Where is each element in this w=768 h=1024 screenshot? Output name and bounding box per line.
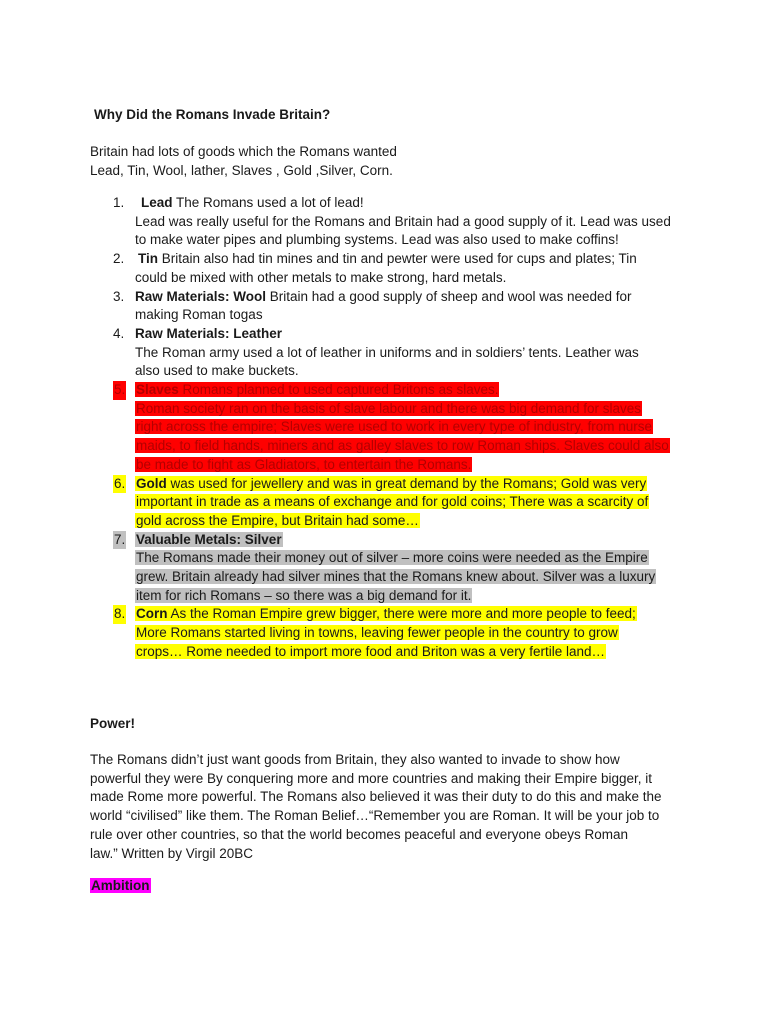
list-item-leather <box>113 325 683 381</box>
item-line: be made to fight as Gladiators, to entertain the Romans. <box>136 456 472 472</box>
item-line: Lead was really useful for the Romans and Britain had a good supply of it. Lead was used <box>135 213 671 229</box>
item-line: right across the empire; Slaves were used to work in every type of industry, from nurse <box>136 419 652 435</box>
item-number: 1. <box>113 195 125 210</box>
item-lead-text: As the Roman Empire grew bigger, there were more and more people to feed; <box>167 606 636 622</box>
item-heading: Valuable Metals: Silver <box>136 531 282 547</box>
item-line: More Romans started living in towns, leaving fewer people in the country to grow <box>136 625 618 641</box>
document-title: Why Did the Romans Invade Britain? <box>94 107 331 122</box>
list-item-corn <box>113 605 683 661</box>
list-item-wool <box>113 288 683 325</box>
item-line: The Roman army used a lot of leather in uniforms and in soldiers’ tents. Leather was <box>135 344 639 360</box>
ambition-heading <box>90 878 151 893</box>
power-line: The Romans didn’t just want goods from Britain, they also wanted to invade to show how <box>90 752 620 767</box>
power-line: made Rome more powerful. The Romans also believed it was their duty to do this and make the <box>90 789 662 805</box>
item-lead-text: Britain also had tin mines and tin and pewter were used for cups and plates; Tin <box>158 251 637 267</box>
item-line: crops… Rome needed to import more food and Briton was a very fertile land… <box>136 643 605 659</box>
item-lead-text: The Romans used a lot of lead! <box>172 195 364 210</box>
item-number: 8. <box>113 605 126 624</box>
item-heading: Gold <box>136 475 167 491</box>
reasons-list <box>113 194 683 662</box>
item-lead-text: was used for jewellery and was in great demand by the Romans; Gold was very <box>166 475 647 491</box>
item-heading: Lead <box>141 195 173 210</box>
list-item-lead <box>113 194 683 250</box>
list-item-tin <box>113 250 683 287</box>
item-number: 2. <box>113 251 125 267</box>
item-heading: Corn <box>136 606 168 622</box>
item-heading: Tin <box>138 251 158 267</box>
item-lead-text: Britain had a good supply of sheep and wool was needed for <box>266 288 632 304</box>
item-heading: Raw Materials: Leather <box>135 325 283 341</box>
item-line: also used to make buckets. <box>135 363 299 379</box>
intro-paragraph <box>90 143 397 180</box>
item-lead-text: Romans planned to used captured Britons as slaves. <box>178 382 499 398</box>
item-line: maids, to field hands, miners and as galley slaves to row Roman ships. Slaves could also <box>136 438 669 454</box>
item-number: 3. <box>113 288 125 304</box>
item-heading: Raw Materials: Wool <box>135 288 267 304</box>
item-line: important in trade as a means of exchange and for gold coins; There was a scarcity of <box>136 494 649 510</box>
list-item-silver <box>113 531 683 606</box>
item-line: Roman society ran on the basis of slave labour and there was big demand for slaves <box>136 400 642 416</box>
power-line: rule over other countries, so that the world becomes peaceful and everyone obeys Roman <box>90 826 629 842</box>
power-line: powerful they were By conquering more and more countries and making their Empire bigger, it <box>90 770 653 786</box>
item-line: gold across the Empire, but Britain had some… <box>136 512 419 528</box>
item-line: to make water pipes and plumbing systems. Lead was also used to make coffins! <box>135 232 619 248</box>
item-line: could be mixed with other metals to make strong, hard metals. <box>135 269 507 285</box>
list-item-gold <box>113 475 683 531</box>
power-line: law.” Written by Virgil 20BC <box>90 845 254 861</box>
power-line: world “civilised” like them. The Roman Belief…“Remember you are Roman. It will be your job to <box>90 808 660 824</box>
list-item-slaves <box>113 381 683 475</box>
power-paragraph <box>90 751 662 863</box>
item-number: 4. <box>113 325 125 341</box>
item-line: making Roman togas <box>135 307 263 323</box>
item-line: The Romans made their money out of silver – more coins were needed as the Empire <box>136 550 648 566</box>
ambition-heading-text: Ambition <box>91 878 150 893</box>
power-heading: Power! <box>90 716 136 731</box>
item-line: item for rich Romans – so there was a big demand for it. <box>136 587 472 603</box>
item-line: grew. Britain already had silver mines that the Romans knew about. Silver was a luxury <box>136 569 656 585</box>
intro-line: Lead, Tin, Wool, lather, Slaves , Gold ,Silver, Corn. <box>90 162 393 178</box>
item-number: 5. <box>113 381 126 400</box>
item-number: 7. <box>113 531 126 550</box>
item-number: 6. <box>113 475 126 494</box>
item-heading: Slaves <box>136 382 179 398</box>
intro-line: Britain had lots of goods which the Romans wanted <box>90 144 397 159</box>
